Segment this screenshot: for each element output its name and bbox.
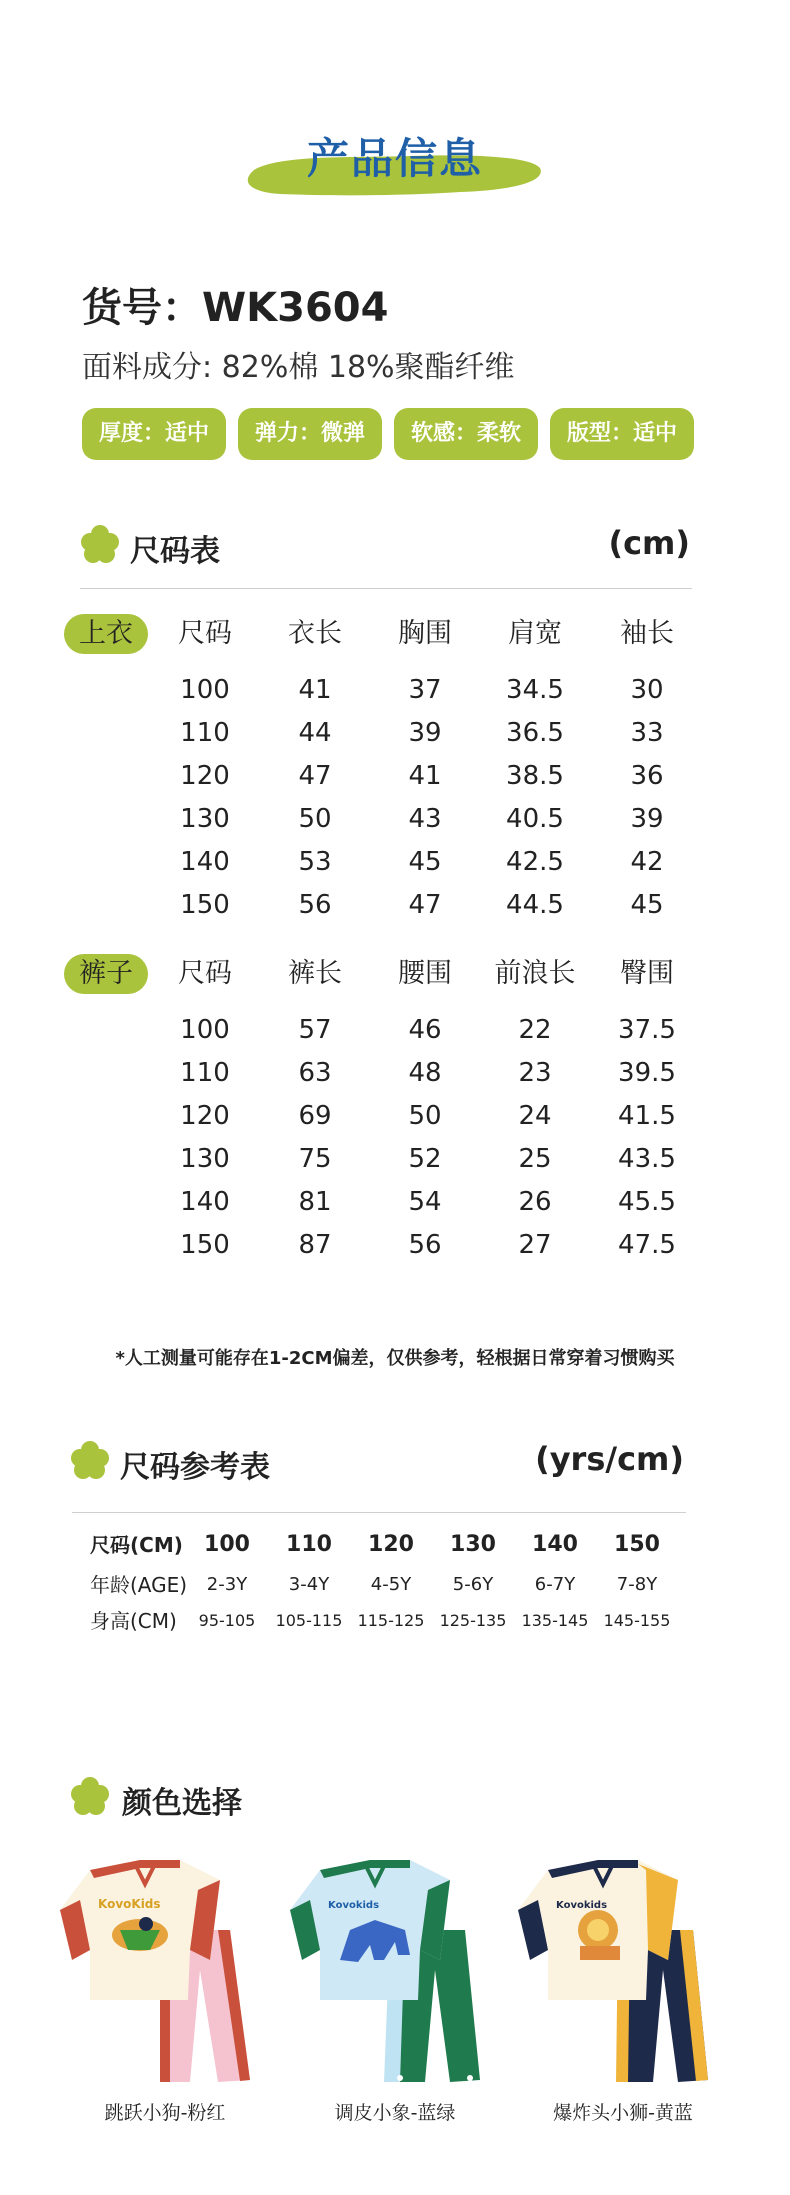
table-cell: 47.5 [618,1230,676,1260]
reference-cell: 150 [614,1532,660,1557]
reference-row-label: 年龄(AGE) [90,1573,188,1597]
tag-thickness: 厚度：适中 [82,408,226,460]
print-text: Kovokids [556,1900,608,1911]
table-cell: 33 [630,718,664,748]
table-cell: 34.5 [506,675,564,705]
table-cell: 130 [180,1144,230,1174]
product-sku: 货号：WK3604 [82,285,389,331]
table-row [0,1223,790,1267]
reference-cell: 110 [286,1532,332,1557]
product-image-green [280,1850,510,2100]
print-text: KovoKids [98,1897,161,1911]
table-cell: 39 [408,718,442,748]
table-row [0,797,790,841]
tag-softness: 软感：柔软 [394,408,538,460]
column-header: 裤长 [288,958,342,989]
measurement-note: *人工测量可能存在1-2CM偏差，仅供参考，轻根据日常穿着习惯购买 [115,1348,675,1369]
reference-cell: 2-3Y [206,1574,248,1595]
reference-cell: 6-7Y [534,1574,576,1595]
reference-row [0,1604,790,1638]
table-cell: 30 [630,675,664,705]
reference-cell: 145-155 [603,1611,671,1630]
color-option-label: 跳跃小狗-粉红 [104,2102,226,2124]
column-header: 肩宽 [508,618,562,649]
table-cell: 50 [408,1101,442,1131]
table-row [0,883,790,927]
table-cell: 120 [180,1101,230,1131]
table-header-row [0,952,790,996]
reference-cell: 125-135 [439,1611,507,1630]
table-cell: 87 [298,1230,332,1260]
table-cell: 37 [408,675,442,705]
table-cell: 44 [298,718,332,748]
reference-cell: 7-8Y [616,1574,658,1595]
table-cell: 23 [518,1058,552,1088]
table-cell: 53 [298,847,332,877]
column-header: 胸围 [398,618,452,649]
table-row [0,1094,790,1138]
size-chart-unit: (cm) [608,524,690,562]
reference-cell: 100 [204,1532,250,1557]
table-cell: 100 [180,1015,230,1045]
table-cell: 47 [298,761,332,791]
reference-cell: 3-4Y [288,1574,330,1595]
print-text: Kovokids [328,1900,380,1911]
table-cell: 110 [180,1058,230,1088]
table-cell: 47 [408,890,442,920]
tag-elasticity: 弹力：微弹 [238,408,382,460]
column-header: 前浪长 [494,958,576,989]
table-cell: 48 [408,1058,442,1088]
table-cell: 150 [180,890,230,920]
table-cell: 36.5 [506,718,564,748]
table-cell: 40.5 [506,804,564,834]
table-cell: 37.5 [618,1015,676,1045]
column-header: 袖长 [620,618,674,649]
table-cell: 39 [630,804,664,834]
flower-icon [70,1776,110,1816]
table-header-row [0,612,790,656]
reference-row-label: 尺码(CM) [90,1533,183,1557]
column-header: 尺码 [178,618,232,649]
divider [80,588,692,589]
table-cell: 42.5 [506,847,564,877]
table-cell: 57 [298,1015,332,1045]
table-cell: 39.5 [618,1058,676,1088]
color-option-label: 调皮小象-蓝绿 [334,2102,456,2124]
table-row [0,668,790,712]
table-cell: 54 [408,1187,442,1217]
table-cell: 140 [180,1187,230,1217]
table-cell: 44.5 [506,890,564,920]
table-cell: 27 [518,1230,552,1260]
table-cell: 36 [630,761,664,791]
size-reference-title: 尺码参考表 [120,1450,270,1485]
column-header: 腰围 [398,958,452,989]
table-row [0,1137,790,1181]
reference-cell: 130 [450,1532,496,1557]
table-cell: 110 [180,718,230,748]
table-cell: 42 [630,847,664,877]
table-cell: 41.5 [618,1101,676,1131]
table-cell: 45.5 [618,1187,676,1217]
table-row [0,1008,790,1052]
table-cell: 45 [408,847,442,877]
table-cell: 41 [298,675,332,705]
color-section-title: 颜色选择 [122,1786,242,1821]
color-option-label: 爆炸头小狮-黄蓝 [553,2102,693,2124]
table-cell: 100 [180,675,230,705]
table-cell: 52 [408,1144,442,1174]
flower-icon [70,1440,110,1480]
reference-cell: 95-105 [198,1611,256,1630]
table-row [0,1180,790,1224]
divider [72,1512,686,1513]
table-cell: 25 [518,1144,552,1174]
reference-cell: 135-145 [521,1611,589,1630]
reference-cell: 4-5Y [370,1574,412,1595]
reference-row [0,1528,790,1562]
reference-row-label: 身高(CM) [90,1609,177,1633]
table-cell: 41 [408,761,442,791]
table-cell: 43 [408,804,442,834]
size-reference-unit: (yrs/cm) [535,1440,684,1478]
table-row [0,1051,790,1095]
reference-cell: 115-125 [357,1611,425,1630]
flower-icon [80,524,120,564]
table-cell: 46 [408,1015,442,1045]
table-cell: 50 [298,804,332,834]
reference-cell: 120 [368,1532,414,1557]
table-cell: 150 [180,1230,230,1260]
garment-type-pill: 裤子 [64,954,148,994]
table-row [0,754,790,798]
page-title: 产品信息 [306,134,483,183]
table-cell: 69 [298,1101,332,1131]
table-cell: 38.5 [506,761,564,791]
table-cell: 24 [518,1101,552,1131]
table-cell: 140 [180,847,230,877]
reference-cell: 140 [532,1532,578,1557]
reference-cell: 5-6Y [452,1574,494,1595]
product-image-pink [50,1850,280,2100]
column-header: 尺码 [178,958,232,989]
table-cell: 43.5 [618,1144,676,1174]
garment-type-pill: 上衣 [64,614,148,654]
table-cell: 120 [180,761,230,791]
table-cell: 81 [298,1187,332,1217]
size-chart-title: 尺码表 [130,534,220,569]
column-header: 臀围 [620,958,674,989]
tag-fit: 版型：适中 [550,408,694,460]
reference-row [0,1568,790,1602]
table-cell: 26 [518,1187,552,1217]
table-cell: 75 [298,1144,332,1174]
table-cell: 56 [408,1230,442,1260]
table-row [0,711,790,755]
table-cell: 63 [298,1058,332,1088]
table-cell: 45 [630,890,664,920]
table-cell: 22 [518,1015,552,1045]
table-cell: 130 [180,804,230,834]
reference-cell: 105-115 [275,1611,343,1630]
table-cell: 56 [298,890,332,920]
column-header: 衣长 [288,618,342,649]
fabric-composition: 面料成分: 82%棉 18%聚酯纤维 [82,350,515,385]
table-row [0,840,790,884]
product-image-navy-yellow [508,1850,738,2100]
